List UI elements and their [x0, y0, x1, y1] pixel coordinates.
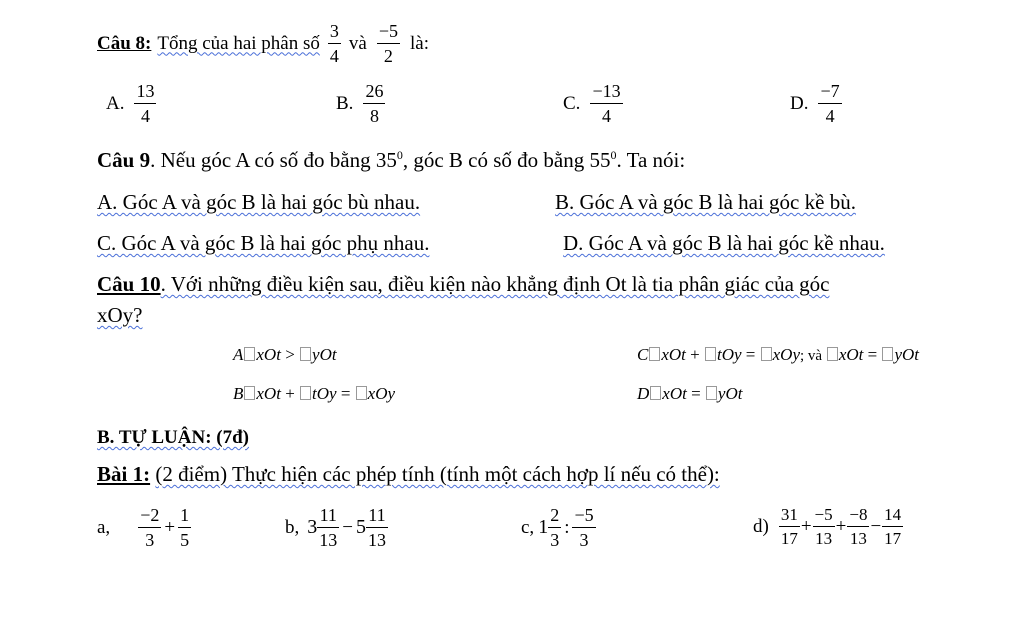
exercise-1-part-a: [97, 506, 191, 549]
operator: +: [800, 515, 812, 537]
angle-term: xOy: [367, 384, 396, 403]
operator: =: [336, 384, 355, 403]
angle-term: xOt: [838, 345, 864, 364]
question-9-option-a: A. Góc A và góc B là hai góc bù nhau.: [97, 190, 421, 214]
fraction-numerator: −8: [847, 506, 869, 527]
fraction-denominator: 3: [550, 530, 560, 550]
operator: +: [164, 516, 176, 538]
fraction-denominator: 4: [329, 46, 339, 66]
question-9-text-b: , góc B có số đo bằng 55: [402, 148, 611, 172]
option-fraction: [818, 82, 841, 125]
question-8-option-b: [336, 82, 385, 125]
option-letter: A: [233, 345, 244, 364]
angle-symbol-icon: [244, 386, 255, 400]
part-label: a,: [97, 516, 111, 538]
fraction-numerator: −5: [377, 22, 400, 44]
fraction-numerator: 14: [882, 506, 903, 527]
question-10-label: Câu 10: [97, 272, 161, 296]
section-b-title-text: B. TỰ LUẬN: (7đ): [97, 427, 250, 448]
operator: >: [280, 345, 300, 364]
question-8-label: Câu 8:: [97, 32, 152, 54]
option-letter: B: [233, 384, 244, 403]
question-8-text: Tổng của hai phân số: [157, 32, 320, 54]
whole-number: 1: [538, 516, 549, 538]
exercise-1-part-b: [285, 506, 388, 549]
section-b-title: [97, 427, 249, 449]
whole-number: 5: [355, 516, 366, 538]
operator: −: [342, 516, 353, 538]
option-letter: C: [637, 345, 649, 364]
fraction-denominator: 4: [140, 106, 150, 126]
operator: +: [280, 384, 300, 403]
question-8-stem: [97, 22, 429, 65]
question-8-option-c: [563, 82, 623, 125]
question-8-end: là:: [409, 32, 429, 54]
fraction: [572, 506, 595, 549]
degree-superscript: 0: [396, 148, 403, 162]
fraction: [178, 506, 191, 549]
angle-symbol-icon: [650, 386, 661, 400]
angle-term: yOt: [717, 384, 743, 403]
question-10-option-b: [233, 384, 395, 404]
angle-symbol-icon: [244, 347, 255, 361]
operator: =: [863, 345, 882, 364]
fraction-denominator: 3: [579, 530, 589, 550]
angle-symbol-icon: [706, 386, 717, 400]
operator: +: [685, 345, 704, 364]
fraction-denominator: 13: [367, 530, 386, 550]
question-9-stem: [97, 148, 685, 173]
fraction-numerator: 26: [363, 82, 385, 104]
fraction-denominator: 13: [849, 529, 867, 548]
fraction: [813, 506, 835, 547]
operator: :: [564, 516, 570, 538]
fraction-denominator: 2: [383, 46, 393, 66]
question-10-stem: [97, 272, 829, 297]
question-8-fraction-2: [377, 22, 400, 65]
angle-term: tOy: [312, 384, 337, 403]
angle-term: xOt: [662, 384, 687, 403]
fraction: [847, 506, 869, 547]
exercise-1-text: (2 điểm) Thực hiện các phép tính (tính một cách hợp lí nếu có thể):: [155, 462, 720, 486]
question-9-option-d: D. Góc A và góc B là hai góc kề nhau.: [563, 231, 885, 255]
question-10-option-a: [233, 345, 337, 365]
fraction-numerator: −5: [572, 506, 595, 528]
angle-symbol-icon: [761, 347, 772, 361]
fraction-numerator: 3: [328, 22, 341, 44]
fraction-numerator: 2: [548, 506, 561, 528]
option-fraction: [134, 82, 156, 125]
angle-symbol-icon: [300, 347, 311, 361]
question-8-and: và: [348, 32, 367, 54]
degree-superscript: 0: [610, 148, 617, 162]
fraction-denominator: 13: [319, 530, 338, 550]
angle-symbol-icon: [882, 347, 893, 361]
option-fraction: [590, 82, 622, 125]
exercise-1-part-c: [521, 506, 596, 549]
connector-text: ; và: [800, 348, 826, 364]
angle-term: tOy: [716, 345, 742, 364]
fraction-numerator: 13: [134, 82, 156, 104]
fraction: [548, 506, 561, 549]
operator: −: [870, 515, 882, 537]
question-10-option-d: [637, 384, 742, 404]
fraction: [317, 506, 339, 549]
fraction-denominator: 4: [602, 106, 612, 126]
fraction-denominator: 3: [145, 530, 155, 550]
angle-term: xOt: [661, 345, 686, 364]
angle-symbol-icon: [300, 386, 311, 400]
operator: =: [686, 384, 705, 403]
part-label: b,: [285, 516, 300, 538]
fraction-numerator: 11: [317, 506, 339, 528]
whole-number: 3: [307, 516, 318, 538]
question-8-fraction-1: [328, 22, 341, 65]
option-letter: B.: [336, 92, 354, 114]
angle-term: xOt: [256, 384, 281, 403]
operator: +: [835, 515, 847, 537]
question-9-option-b: B. Góc A và góc B là hai góc kề bù.: [555, 190, 856, 214]
fraction: [138, 506, 161, 549]
fraction-numerator: 31: [779, 506, 800, 527]
question-9-text-c: . Ta nói:: [616, 148, 686, 172]
question-8-option-d: [790, 82, 842, 125]
angle-symbol-icon: [705, 347, 716, 361]
fraction-denominator: 17: [884, 529, 902, 548]
question-8-option-a: [106, 82, 156, 125]
option-letter: A.: [106, 92, 125, 114]
fraction: [882, 506, 903, 547]
angle-term: xOy: [772, 345, 800, 364]
angle-symbol-icon: [356, 386, 367, 400]
fraction-numerator: 1: [178, 506, 191, 528]
fraction: [779, 506, 800, 547]
fraction-numerator: −13: [590, 82, 622, 104]
question-10-line-1: . Với những điều kiện sau, điều kiện nào khẳng định Ot là tia phân giác của góc: [160, 272, 830, 296]
angle-term: yOt: [312, 345, 337, 364]
fraction-denominator: 4: [825, 106, 835, 126]
fraction-numerator: −7: [818, 82, 841, 104]
part-label: d): [753, 515, 769, 537]
question-10-line-2: xOy?: [97, 303, 143, 327]
exercise-1-stem: [97, 462, 720, 487]
fraction: [366, 506, 388, 549]
fraction-denominator: 17: [780, 529, 798, 548]
angle-term: yOt: [894, 345, 920, 364]
angle-symbol-icon: [827, 347, 838, 361]
question-9-option-c: C. Góc A và góc B là hai góc phụ nhau.: [97, 231, 430, 255]
fraction-numerator: 11: [366, 506, 388, 528]
angle-symbol-icon: [649, 347, 660, 361]
fraction-numerator: −2: [138, 506, 161, 528]
fraction-denominator: 5: [180, 530, 190, 550]
option-fraction: [363, 82, 385, 125]
angle-term: xOt: [256, 345, 281, 364]
question-9-text-a: . Nếu góc A có số đo bằng 35: [150, 148, 397, 172]
operator: =: [741, 345, 760, 364]
exercise-1-label: Bài 1:: [97, 462, 151, 486]
question-10-option-c: [637, 345, 919, 365]
fraction-denominator: 8: [369, 106, 379, 126]
option-letter: D: [637, 384, 650, 403]
option-letter: D.: [790, 92, 809, 114]
exercise-1-part-d: [753, 506, 903, 547]
fraction-numerator: −5: [813, 506, 835, 527]
fraction-denominator: 13: [815, 529, 833, 548]
option-letter: C.: [563, 92, 581, 114]
question-9-label: Câu 9: [97, 148, 151, 172]
part-label: c,: [521, 516, 535, 538]
